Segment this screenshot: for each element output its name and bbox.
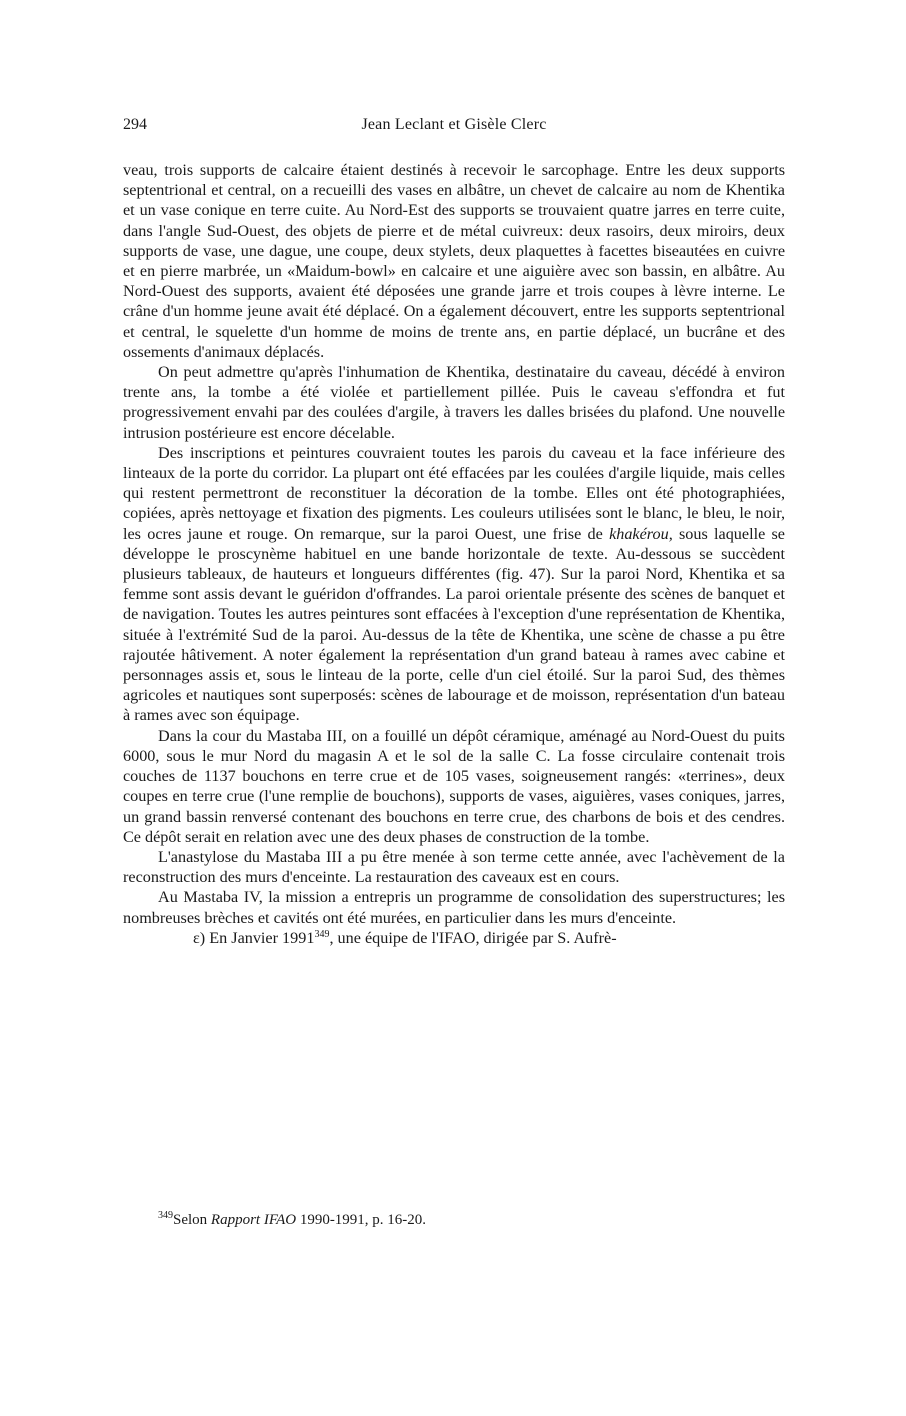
footnote-reference[interactable]: 349 [314, 928, 330, 940]
footnote [158, 1210, 778, 1229]
paragraph-7-part-1: ε) En Janvier 1991 [193, 928, 315, 947]
paragraph-7-part-2: , une équipe de l'IFAO, dirigée par S. Aufrè- [329, 928, 617, 947]
paragraph-3 [123, 443, 785, 726]
khakerou-term: khakérou, [609, 524, 673, 543]
paragraph-4: Dans la cour du Mastaba III, on a fouillé un dépôt céramique, aménagé au Nord-Ouest du puits 6000, sous le mur Nord du magasin A et le sol de la salle C. La fosse circulaire contenait trois couches de 1137 bouchons en terre crue et de 105 vases, soigneusement rangés: «terrines», deux coupes en terre crue (l'une remplie de bouchons), supports de vases, aiguières, vases coniques, jarres, un grand bassin renversé contenant des bouchons en terre crue, des charbons de bois et des cendres. Ce dépôt serait en relation avec une des deux phases de construction de la tombe. [123, 726, 785, 846]
page-number: 294 [123, 116, 147, 133]
footnote-text-1: Selon [173, 1212, 211, 1228]
paragraph-3-part-1: Des inscriptions et peintures couvraient toutes les parois du caveau et la face inférieure des linteaux de la porte du corridor. La plupart ont été effacées par les coulées d'argile liquide, mais celles qui restent permettront de reconstituer la décoration de la tombe. Elles ont été photographiées, copiées, après nettoyage et fixation des pigments. Les couleurs utilisées sont le blanc, le bleu, le noir, les ocres jaune et rouge. On remarque, sur la paroi Ouest, une frise de [123, 443, 785, 543]
paragraph-7 [123, 928, 785, 948]
footnote-text-2: 1990-1991, p. 16-20. [296, 1212, 427, 1228]
page-header [123, 116, 785, 140]
footnote-number: 349 [158, 1210, 173, 1221]
paragraph-1: veau, trois supports de calcaire étaient destinés à recevoir le sarcophage. Entre les deux supports septentrional et central, on a recueilli des vases en albâtre, un chevet de calcaire au nom de Khentika et un vase conique en terre cuite. Au Nord-Est des supports se trouvaient quatre jarres en terre cuite, dans l'angle Sud-Ouest, des objets de pierre et de métal cuivreux: deux rasoirs, deux miroirs, deux supports de vase, une dague, une coupe, deux stylets, deux plaquettes à facettes biseautées en cuivre et en pierre marbrée, un «Maidum-bowl» en calcaire et une aiguière avec son bassin, en albâtre. Au Nord-Ouest des supports, avaient été déposées une grande jarre et trois coupes à lèvre interne. Le crâne d'un homme jeune avait été déplacé. On a également découvert, entre les supports septentrional et central, le squelette d'un homme de moins de trente ans, en partie déplacé, un bucrâne et des ossements d'animaux déplacés. [123, 161, 785, 361]
body-text [123, 160, 785, 948]
paragraph-2: On peut admettre qu'après l'inhumation de Khentika, destinataire du caveau, décédé à environ trente ans, la tombe a été violée et partiellement pillée. Puis le caveau s'effondra et fut progressivement envahi par des coulées d'argile, à travers les dalles brisées du plafond. Une nouvelle intrusion postérieure est encore décelable. [123, 363, 785, 442]
paragraph-6: Au Mastaba IV, la mission a entrepris un programme de consolidation des superstructures; les nombreuses brèches et cavités ont été murées, en particulier dans les murs d'enceinte. [123, 888, 785, 927]
paragraph-3-part-2: sous laquelle se développe le proscynème habituel en une bande horizontale de texte. Au-dessous se succèdent plusieurs tableaux, de hauteurs et longueurs différentes (fig. 47). Sur la paroi Nord, Khentika et sa femme sont assis devant le guéridon d'offrandes. La paroi orientale présente des scènes de banquet et de navigation. Toutes les autres peintures sont effacées à l'exception d'une représentation de Khentika, située à l'extrémité Sud de la paroi. Au-dessus de la tête de Khentika, une scène de chasse a pu être rajoutée hâtivement. A noter également la représentation d'un grand bateau à rames avec cabine et personnages assis et, sous le linteau de la porte, celle d'un ciel étoilé. Sur la paroi Sud, des thèmes agricoles et nautiques sont superposés: scènes de labourage et de moisson, représentation d'un bateau à rames avec son équipage. [123, 524, 785, 725]
paragraph-5: L'anastylose du Mastaba III a pu être menée à son terme cette année, avec l'achèvement de la reconstruction des murs d'enceinte. La restauration des caveaux est en cours. [123, 847, 785, 887]
footnote-source-title: Rapport IFAO [210, 1212, 297, 1228]
running-head: Jean Leclant et Gisèle Clerc [361, 116, 547, 133]
